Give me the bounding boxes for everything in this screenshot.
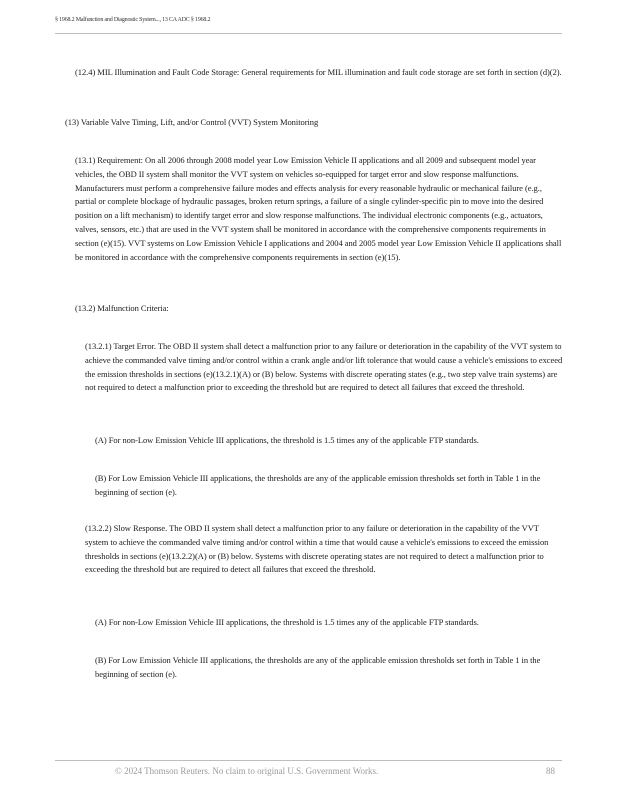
footer-copyright: © 2024 Thomson Reuters. No claim to original U.S. Government Works. [115, 766, 379, 776]
section-heading-13: (13) Variable Valve Timing, Lift, and/or Control (VVT) System Monitoring [65, 117, 319, 127]
paragraph-13-2-1: (13.2.1) Target Error. The OBD II system shall detect a malfunction prior to any failure or deterioration in the capability of the VVT system to achieve the commanded valve timing and/or control within a crank angle and/or lift tolerance that would cause a vehicle's emissions to exceed the emission thresholds in sections (e)(13.2.1)(A) or (B) below. Systems with discrete operating states (e.g., two step valve train systems) are not required to detect a malfunction prior to exceeding the threshold but are required to detect all failures that exceed the threshold. [85, 341, 563, 393]
paragraph-13-2-2-b: (B) For Low Emission Vehicle III applications, the thresholds are any of the applicable emission thresholds set forth in Table 1 in the beginning of section (e). [95, 655, 541, 679]
paragraph-13-2-1-a: (A) For non-Low Emission Vehicle III applications, the threshold is 1.5 times any of the applicable FTP standards. [95, 435, 479, 445]
footer-divider [55, 760, 562, 761]
page-number: 88 [546, 766, 555, 776]
paragraph-13-2-2-a: (A) For non-Low Emission Vehicle III applications, the threshold is 1.5 times any of the applicable FTP standards. [95, 617, 479, 627]
paragraph-13-1: (13.1) Requirement: On all 2006 through 2008 model year Low Emission Vehicle II applications and all 2009 and subsequent model year vehicles, the OBD II system shall monitor the VVT system on vehicles so-equipped for target error and slow response malfunctions. Manufacturers must perform a comprehensive failure modes and effects analysis for every reasonable hydraulic or mechanical failure (e.g., partial or complete blockage of hydraulic passages, broken return springs, a failure of a single cylinder-specific pin to move into the desired position on a lift mechanism) to identify target error and slow response malfunctions. The individual electronic components (e.g., actuators, valves, sensors, etc.) that are used in the VVT system shall be monitored in accordance with the comprehensive components requirements in section (e)(15). VVT systems on Low Emission Vehicle I applications and 2004 and 2005 model year Low Emission Vehicle II applications shall be monitored in accordance with the comprehensive components requirements in section (e)(15). [75, 155, 562, 262]
paragraph-13-2: (13.2) Malfunction Criteria: [75, 303, 169, 313]
paragraph-13-2-1-b: (B) For Low Emission Vehicle III applications, the thresholds are any of the applicable emission thresholds set forth in Table 1 in the beginning of section (e). [95, 473, 541, 497]
header-divider [55, 33, 562, 34]
page-header-citation: § 1968.2 Malfunction and Diagnostic System..., 13 CA ADC § 1968.2 [55, 17, 211, 23]
paragraph-13-2-2: (13.2.2) Slow Response. The OBD II system shall detect a malfunction prior to any failure or deterioration in the capability of the VVT system to achieve the commanded valve timing and/or control within a time that would cause a vehicle's emissions to exceed the emission thresholds in sections (e)(13.2.2)(A) or (B) below. Systems with discrete operating states are not required to detect a malfunction prior to exceeding the threshold but are required to detect all failures that exceed the threshold. [85, 523, 549, 575]
paragraph-12-4: (12.4) MIL Illumination and Fault Code Storage: General requirements for MIL illumination and fault code storage are set forth in section (d)(2). [75, 67, 562, 77]
